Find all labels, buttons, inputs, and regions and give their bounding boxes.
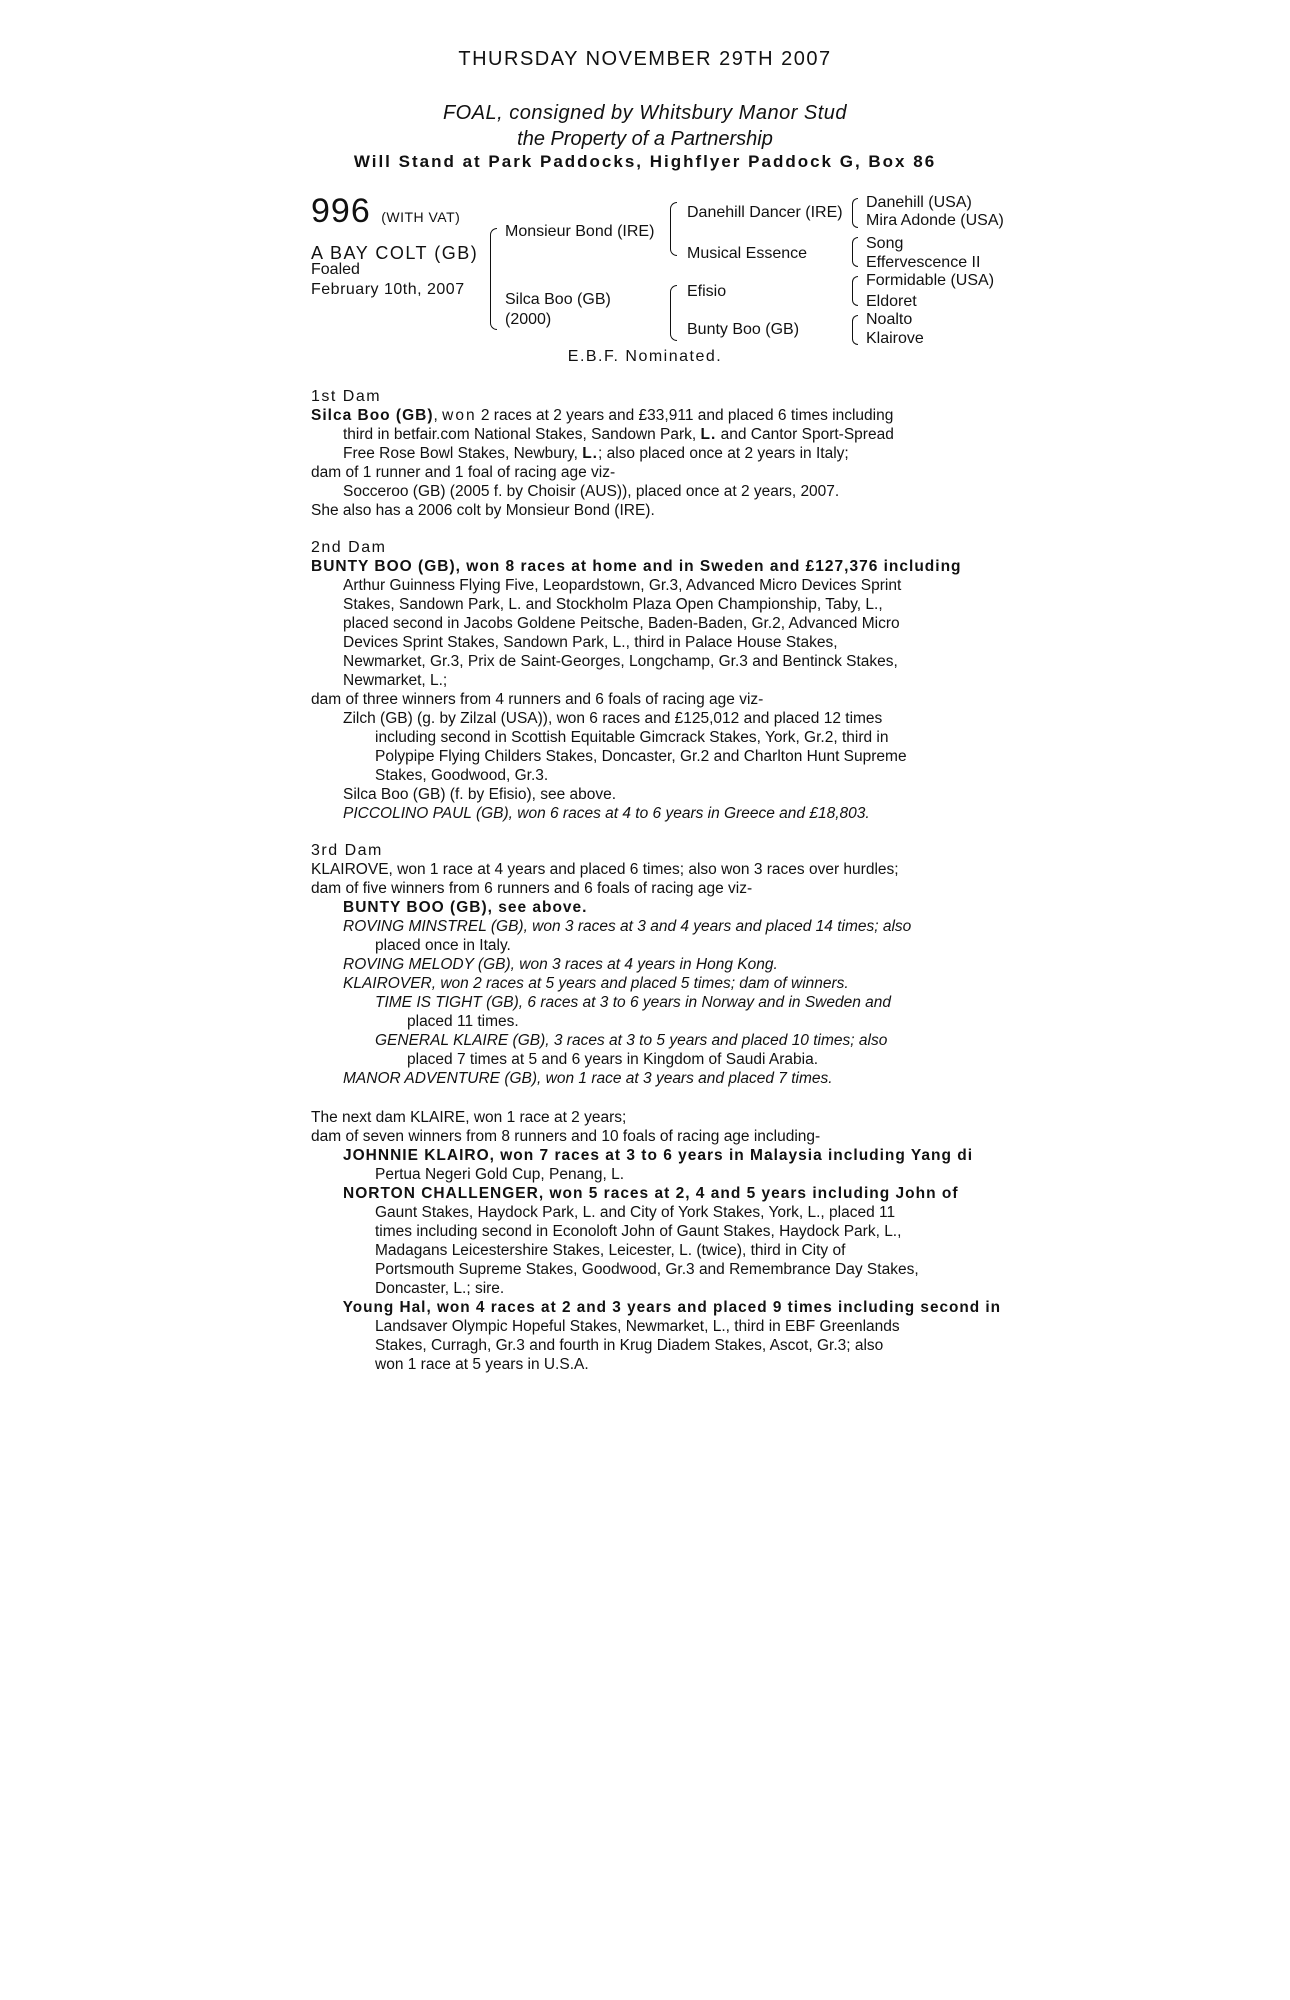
pedigree-brace-g1 (852, 198, 858, 228)
second-dam-line: Stakes, Goodwood, Gr.3. (375, 767, 549, 784)
dam-year: (2000) (505, 311, 552, 328)
first-dam-line: Silca Boo (GB), won 2 races at 2 years and £33,911 and placed 6 times including (311, 407, 894, 424)
first-dam-line: Free Rose Bowl Stakes, Newbury, L.; also placed once at 2 years in Italy; (343, 445, 849, 462)
great-grandparent-8: Klairove (866, 330, 924, 347)
third-dam-produce: MANOR ADVENTURE (GB), won 1 race at 3 years and placed 7 times. (343, 1070, 833, 1087)
third-dam-heading: 3rd Dam (311, 842, 383, 859)
first-dam-line: third in betfair.com National Stakes, Sandown Park, L. and Cantor Sport-Spread (343, 426, 894, 443)
second-dam-produce: PICCOLINO PAUL (GB), won 6 races at 4 to 6 years in Greece and £18,803. (343, 805, 870, 822)
pedigree-brace-main (490, 228, 497, 330)
next-dam-line: won 1 race at 5 years in U.S.A. (375, 1356, 589, 1373)
dam-sire: Efisio (687, 283, 727, 300)
lot-number-line (311, 192, 460, 231)
third-dam-produce: ROVING MINSTREL (GB), won 3 races at 3 and 4 years and placed 14 times; also (343, 918, 912, 935)
great-grandparent-4: Effervescence II (866, 254, 981, 271)
second-dam-section (311, 538, 1001, 823)
sire-dam: Musical Essence (687, 245, 808, 262)
sire-sire: Danehill Dancer (IRE) (687, 204, 843, 221)
sale-date: THURSDAY NOVEMBER 29TH 2007 (458, 48, 832, 70)
next-dam-line: Pertua Negeri Gold Cup, Penang, L. (375, 1166, 625, 1183)
first-dam-heading: 1st Dam (311, 388, 382, 405)
consignor-line: FOAL, consigned by Whitsbury Manor Stud (442, 102, 848, 124)
great-grandparent-6: Eldoret (866, 293, 917, 310)
next-dam-line: times including second in Econoloft John of Gaunt Stakes, Haydock Park, L., (375, 1223, 902, 1240)
next-dam-line: The next dam KLAIRE, won 1 race at 2 years; (311, 1109, 627, 1126)
next-dam-produce: JOHNNIE KLAIRO, won 7 races at 3 to 6 years in Malaysia including Yang di (343, 1147, 974, 1164)
great-grandparent-3: Song (866, 235, 904, 252)
second-dam-line: Devices Sprint Stakes, Sandown Park, L., third in Palace House Stakes, (343, 634, 838, 651)
next-dam-line: dam of seven winners from 8 runners and 10 foals of racing age including- (311, 1128, 821, 1145)
third-dam-section (311, 841, 1001, 1088)
pedigree-brace-g2 (852, 237, 858, 267)
next-dam-produce: Young Hal, won 4 races at 2 and 3 years and placed 9 times including second in (342, 1299, 1002, 1316)
third-dam-line: placed once in Italy. (375, 937, 511, 954)
second-dam-line: Newmarket, L.; (343, 672, 448, 689)
next-dam-line: Doncaster, L.; sire. (375, 1280, 505, 1297)
pedigree-brace-g4 (852, 315, 858, 345)
second-dam-line: placed second in Jacobs Goldene Peitsche, Baden-Baden, Gr.2, Advanced Micro (343, 615, 900, 632)
next-dam-section (311, 1108, 1001, 1374)
great-grandparent-2: Mira Adonde (USA) (866, 212, 1004, 229)
second-dam-line: BUNTY BOO (GB), won 8 races at home and in Sweden and £127,376 including (311, 558, 962, 575)
second-dam-heading: 2nd Dam (311, 539, 387, 556)
next-dam-line: Gaunt Stakes, Haydock Park, L. and City of York Stakes, York, L., placed 11 (375, 1204, 896, 1221)
second-dam-line: Stakes, Sandown Park, L. and Stockholm Plaza Open Championship, Taby, L., (343, 596, 883, 613)
third-dam-line: placed 11 times. (407, 1013, 519, 1030)
pedigree-brace-sire (670, 202, 677, 256)
next-dam-line: Portsmouth Supreme Stakes, Goodwood, Gr.3 and Remembrance Day Stakes, (375, 1261, 919, 1278)
next-dam-line: Landsaver Olympic Hopeful Stakes, Newmarket, L., third in EBF Greenlands (375, 1318, 900, 1335)
great-grandparent-7: Noalto (866, 311, 913, 328)
ebf-nomination: E.B.F. Nominated. (567, 348, 723, 365)
second-dam-line: dam of three winners from 4 runners and 6 foals of racing age viz- (311, 691, 764, 708)
foaled-date: February 10th, 2007 (311, 281, 465, 298)
second-dam-line: Polypipe Flying Childers Stakes, Doncaster, Gr.2 and Charlton Hunt Supreme (375, 748, 907, 765)
third-dam-grandproduce: GENERAL KLAIRE (GB), 3 races at 3 to 5 years and placed 10 times; also (375, 1032, 888, 1049)
first-dam-line: dam of 1 runner and 1 foal of racing age viz- (311, 464, 616, 481)
owner-line: the Property of a Partnership (517, 128, 773, 150)
first-dam-line: She also has a 2006 colt by Monsieur Bond (IRE). (311, 502, 655, 519)
third-dam-produce: KLAIROVER, won 2 races at 5 years and placed 5 times; dam of winners. (343, 975, 849, 992)
next-dam-line: Madagans Leicestershire Stakes, Leicester, L. (twice), third in City of (375, 1242, 846, 1259)
first-dam-section (311, 387, 1001, 520)
lot-number: 996 (311, 192, 371, 230)
pedigree-brace-g3 (852, 276, 858, 306)
lot-description: A BAY COLT (GB) (311, 243, 479, 263)
dam: Silca Boo (GB) (505, 291, 611, 308)
vat-note: (WITH VAT) (381, 209, 461, 225)
stand-location: Will Stand at Park Paddocks, Highflyer Paddock G, Box 86 (353, 152, 937, 171)
next-dam-produce: NORTON CHALLENGER, won 5 races at 2, 4 and 5 years including John of (343, 1185, 959, 1202)
great-grandparent-1: Danehill (USA) (866, 194, 972, 211)
foaled-label: Foaled (311, 261, 360, 278)
third-dam-produce: BUNTY BOO (GB), see above. (343, 899, 588, 916)
pedigree-brace-dam (670, 285, 677, 341)
third-dam-produce: ROVING MELODY (GB), won 3 races at 4 years in Hong Kong. (343, 956, 778, 973)
great-grandparent-5: Formidable (USA) (866, 272, 995, 289)
first-dam-name: Silca Boo (GB) (311, 407, 434, 424)
second-dam-produce: Zilch (GB) (g. by Zilzal (USA)), won 6 races and £125,012 and placed 12 times (343, 710, 883, 727)
first-dam-produce: Socceroo (GB) (2005 f. by Choisir (AUS)), placed once at 2 years, 2007. (343, 483, 840, 500)
second-dam-line: Arthur Guinness Flying Five, Leopardstown, Gr.3, Advanced Micro Devices Sprint (343, 577, 902, 594)
third-dam-line: placed 7 times at 5 and 6 years in Kingdom of Saudi Arabia. (407, 1051, 818, 1068)
third-dam-line: dam of five winners from 6 runners and 6 foals of racing age viz- (311, 880, 753, 897)
sire: Monsieur Bond (IRE) (505, 223, 655, 240)
second-dam-line: Newmarket, Gr.3, Prix de Saint-Georges, Longchamp, Gr.3 and Bentinck Stakes, (343, 653, 898, 670)
second-dam-line: including second in Scottish Equitable Gimcrack Stakes, York, Gr.2, third in (375, 729, 889, 746)
third-dam-line: KLAIROVE, won 1 race at 4 years and placed 6 times; also won 3 races over hurdles; (311, 861, 899, 878)
second-dam-produce: Silca Boo (GB) (f. by Efisio), see above. (343, 786, 617, 803)
next-dam-line: Stakes, Curragh, Gr.3 and fourth in Krug Diadem Stakes, Ascot, Gr.3; also (375, 1337, 884, 1354)
third-dam-grandproduce: TIME IS TIGHT (GB), 6 races at 3 to 6 years in Norway and in Sweden and (375, 994, 892, 1011)
dam-dam: Bunty Boo (GB) (687, 321, 800, 338)
